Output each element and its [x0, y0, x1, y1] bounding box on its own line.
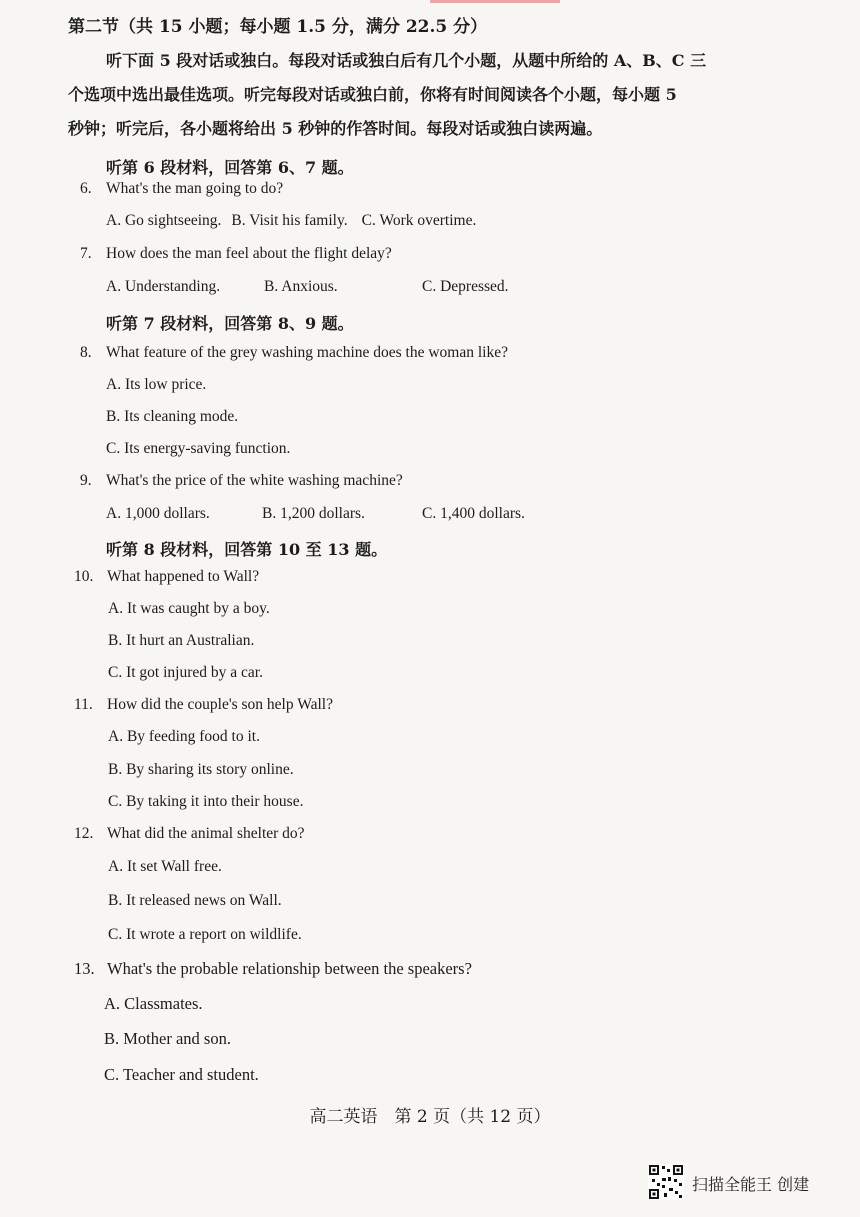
option-label: A. — [104, 994, 121, 1013]
option-label: C. — [106, 440, 121, 457]
question-number: 6. — [80, 180, 92, 197]
option-text: Its low price. — [124, 376, 207, 393]
option-8c — [106, 440, 290, 458]
question-text: What happened to Wall? — [107, 568, 260, 585]
option-text: Teacher and student. — [122, 1065, 259, 1084]
question-11 — [74, 696, 333, 714]
passage-intro-6: 听第 6 段材料，回答第 6、7 题。 — [106, 158, 354, 177]
passage-intro-8: 听第 8 段材料，回答第 10 至 13 题。 — [106, 540, 388, 559]
option-label: A. — [106, 376, 122, 393]
question-text: What's the man going to do? — [106, 180, 284, 197]
option-text: It was caught by a boy. — [126, 600, 270, 617]
option-label: A. — [108, 728, 124, 745]
option-10a — [108, 600, 270, 618]
top-edge-mark — [430, 0, 560, 3]
option-label: A. — [108, 858, 124, 875]
question-9 — [80, 472, 403, 490]
question-12 — [74, 825, 305, 843]
option-13b — [104, 1029, 231, 1049]
option-text: Anxious. — [281, 278, 338, 295]
option-label: B. — [106, 408, 121, 425]
instruction-line-2: 个选项中选出最佳选项。听完每段对话或独白前，你将有时间阅读各个小题，每小题 5 — [68, 85, 677, 104]
passage-intro-7: 听第 7 段材料，回答第 8、9 题。 — [106, 314, 354, 333]
option-13a — [104, 994, 203, 1014]
option-text: It released news on Wall. — [126, 892, 282, 909]
option-text: Classmates. — [124, 994, 203, 1013]
question-number: 8. — [80, 344, 92, 361]
option-11c — [108, 793, 303, 811]
option-label: B. — [264, 278, 279, 295]
question-text: What did the animal shelter do? — [107, 825, 305, 842]
scanner-watermark: 扫描全能王 创建 — [692, 1175, 810, 1194]
question-number: 13. — [74, 959, 95, 978]
option-label: C. — [108, 926, 123, 943]
option-8b — [106, 408, 238, 426]
option-11b — [108, 761, 294, 779]
option-label: B. — [231, 212, 246, 229]
option-text: Go sightseeing. — [124, 212, 222, 229]
option-11a — [108, 728, 260, 746]
instruction-line-3: 秒钟；听完后，各小题将给出 5 秒钟的作答时间。每段对话或独白读两遍。 — [68, 119, 603, 138]
option-text: Work overtime. — [379, 212, 477, 229]
option-label: B. — [108, 761, 123, 778]
question-text: What's the probable relationship between the speakers? — [107, 959, 472, 978]
question-number: 9. — [80, 472, 92, 489]
question-number: 11. — [74, 696, 93, 713]
question-number: 7. — [80, 245, 92, 262]
option-label: C. — [361, 212, 376, 229]
option-text: 1,000 dollars. — [124, 505, 210, 522]
option-label: B. — [104, 1029, 120, 1048]
question-text: What feature of the grey washing machine does the woman like? — [106, 344, 508, 361]
question-8 — [80, 344, 508, 362]
option-text: Mother and son. — [123, 1029, 231, 1048]
option-label: C. — [104, 1065, 120, 1084]
option-text: It wrote a report on wildlife. — [126, 926, 302, 943]
question-text: How did the couple's son help Wall? — [107, 696, 333, 713]
options-6 — [106, 212, 476, 230]
question-13 — [74, 959, 472, 979]
option-label: B. — [262, 505, 277, 522]
option-10c — [108, 664, 263, 682]
option-label: A. — [106, 505, 122, 522]
option-text: It set Wall free. — [126, 858, 222, 875]
option-text: It got injured by a car. — [126, 664, 263, 681]
option-label: A. — [106, 278, 122, 295]
option-12c — [108, 926, 302, 944]
question-6 — [80, 180, 283, 198]
page-footer: 高二英语 第 2 页（共 12 页） — [309, 1107, 551, 1127]
option-label: C. — [422, 505, 437, 522]
option-text: By sharing its story online. — [126, 761, 294, 778]
option-label: B. — [108, 892, 123, 909]
option-text: 1,400 dollars. — [440, 505, 525, 522]
option-text: Understanding. — [124, 278, 221, 295]
option-label: C. — [422, 278, 437, 295]
question-text: How does the man feel about the flight delay? — [106, 245, 392, 262]
option-text: By feeding food to it. — [126, 728, 260, 745]
option-text: Its energy-saving function. — [124, 440, 291, 457]
options-7 — [106, 278, 509, 296]
question-text: What's the price of the white washing machine? — [106, 472, 403, 489]
option-label: B. — [108, 632, 123, 649]
option-text: Visit his family. — [249, 212, 348, 229]
option-text: 1,200 dollars. — [280, 505, 365, 522]
question-10 — [74, 568, 259, 586]
option-text: By taking it into their house. — [126, 793, 304, 810]
option-label: C. — [108, 664, 123, 681]
option-8a — [106, 376, 206, 394]
question-7 — [80, 245, 392, 263]
instruction-line-1: 听下面 5 段对话或独白。每段对话或独白后有几个小题，从题中所给的 A、B、C 三 — [106, 51, 707, 70]
option-13c — [104, 1065, 259, 1085]
option-text: Its cleaning mode. — [124, 408, 239, 425]
qr-code-icon — [648, 1164, 684, 1200]
option-text: It hurt an Australian. — [126, 632, 255, 649]
question-number: 12. — [74, 825, 94, 842]
option-label: A. — [106, 212, 122, 229]
options-9 — [106, 505, 525, 523]
option-10b — [108, 632, 254, 650]
option-label: C. — [108, 793, 123, 810]
option-text: Depressed. — [440, 278, 509, 295]
option-12b — [108, 892, 282, 910]
option-12a — [108, 858, 222, 876]
question-number: 10. — [74, 568, 94, 585]
section-title: 第二节（共 15 小题；每小题 1.5 分，满分 22.5 分） — [68, 17, 488, 37]
option-label: A. — [108, 600, 124, 617]
